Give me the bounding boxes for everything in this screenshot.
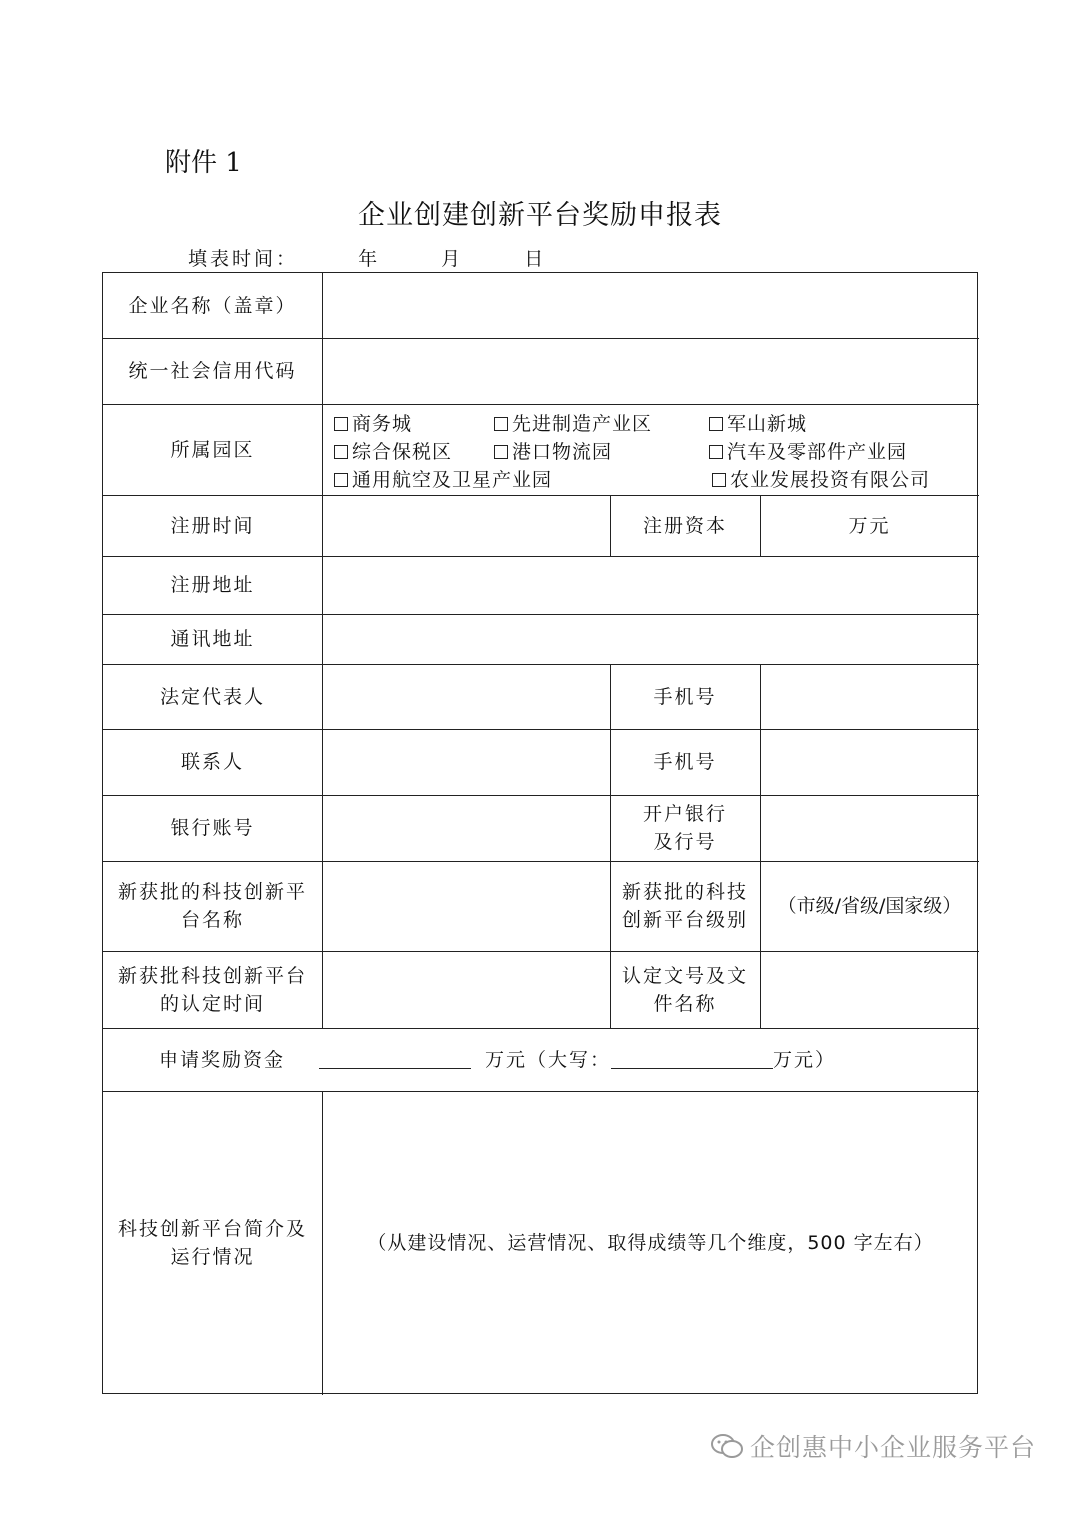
checkbox-icon [334, 445, 348, 459]
credit-code-label: 统一社会信用代码 [128, 360, 297, 382]
credit-code-field[interactable] [322, 338, 979, 404]
application-form [102, 272, 978, 1394]
park-option[interactable]: 先进制造产业区 [494, 409, 652, 436]
mail-address-field[interactable] [322, 614, 979, 664]
reg-address-field[interactable] [322, 556, 979, 614]
watermark-text: 企创惠中小企业服务平台 [750, 1433, 1037, 1462]
checkbox-icon [494, 417, 508, 431]
phone-field[interactable] [760, 664, 979, 729]
reward-capital-blank[interactable] [611, 1050, 773, 1069]
page-title: 企业创建创新平台奖励申报表 [358, 200, 722, 231]
platform-name-label: 新获批的科技创新平 台名称 [117, 881, 307, 931]
bank-name-field[interactable] [760, 795, 979, 861]
park-option[interactable]: 汽车及零部件产业园 [709, 437, 907, 464]
doc-no-field[interactable] [760, 951, 979, 1028]
intro-field[interactable]: （从建设情况、运营情况、取得成绩等几个维度，500 字左右） [367, 1232, 934, 1254]
intro-label: 科技创新平台简介及 运行情况 [117, 1218, 307, 1268]
park-option[interactable]: 通用航空及卫星产业园 [334, 465, 552, 492]
contact-phone-field[interactable] [760, 729, 979, 795]
reg-capital-label: 注册资本 [642, 514, 727, 537]
park-option[interactable]: 港口物流园 [494, 437, 612, 464]
fill-time-month[interactable]: 月 [441, 248, 461, 270]
reg-time-label: 注册时间 [170, 514, 255, 537]
contact-field[interactable] [322, 729, 610, 795]
contact-label: 联系人 [180, 751, 244, 773]
reward-unit: 万元（大写： [485, 1048, 612, 1071]
park-option[interactable]: 商务城 [334, 409, 412, 436]
park-option[interactable]: 综合保税区 [334, 437, 452, 464]
park-label: 所属园区 [170, 438, 255, 461]
fill-time-label: 填表时间： [188, 248, 299, 270]
checkbox-icon [712, 473, 726, 487]
checkbox-icon [494, 445, 508, 459]
platform-level-label: 新获批的科技 创新平台级别 [621, 881, 748, 931]
company-name-label: 企业名称（盖章） [128, 294, 297, 317]
reg-address-label: 注册地址 [170, 574, 255, 596]
reward-unit-end: 万元） [773, 1048, 837, 1071]
reg-capital-field[interactable]: 万元 [848, 514, 891, 537]
chat-bubbles-icon [710, 1432, 744, 1460]
watermark [710, 1428, 1036, 1464]
mail-address-label: 通讯地址 [170, 628, 255, 650]
bank-account-field[interactable] [322, 795, 610, 861]
legal-rep-field[interactable] [322, 664, 610, 729]
bank-name-label: 开户银行 及行号 [642, 803, 727, 853]
checkbox-icon [709, 445, 723, 459]
approval-time-label: 新获批科技创新平台 的认定时间 [117, 964, 307, 1015]
reward-amount-blank[interactable] [319, 1050, 471, 1069]
park-option[interactable]: 农业发展投资有限公司 [712, 465, 930, 492]
reward-label: 申请奖励资金 [159, 1048, 286, 1071]
phone-label: 手机号 [653, 685, 717, 708]
platform-level-field[interactable]: （市级/省级/国家级） [777, 895, 962, 917]
bank-account-label: 银行账号 [170, 817, 255, 839]
reward-row [103, 1028, 979, 1091]
checkbox-icon [709, 417, 723, 431]
doc-no-label: 认定文号及文 件名称 [621, 964, 748, 1015]
attachment-label: 附件 1 [165, 148, 242, 178]
fill-time-year[interactable]: 年 [358, 248, 378, 270]
fill-time-row [188, 244, 543, 271]
checkbox-icon [334, 473, 348, 487]
fill-time-day[interactable]: 日 [524, 248, 544, 270]
park-option[interactable]: 军山新城 [709, 409, 807, 436]
contact-phone-label: 手机号 [653, 751, 717, 773]
platform-name-field[interactable] [322, 861, 610, 951]
checkbox-icon [334, 417, 348, 431]
company-name-field[interactable] [322, 273, 979, 338]
reg-time-field[interactable] [322, 495, 610, 556]
legal-rep-label: 法定代表人 [159, 685, 265, 708]
approval-time-field[interactable] [322, 951, 610, 1028]
